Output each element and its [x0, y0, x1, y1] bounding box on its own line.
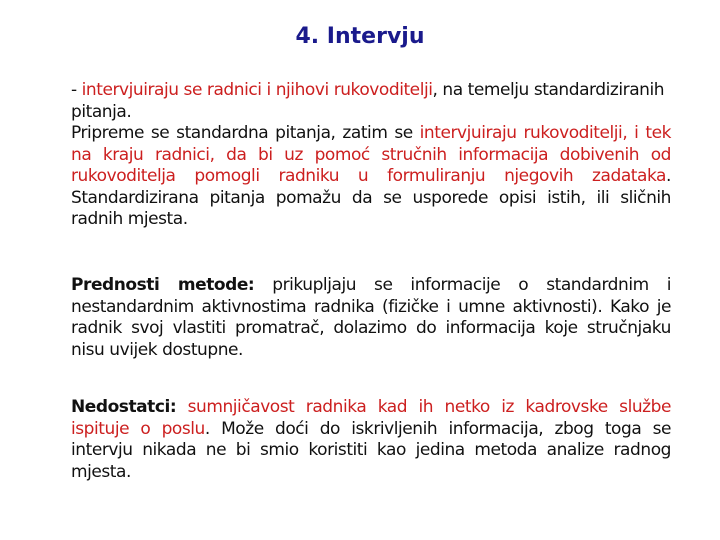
intro-dash: -	[71, 80, 82, 100]
page-title	[0, 24, 720, 49]
intro-section	[71, 80, 671, 231]
disadvantages-label: Nedostatci:	[71, 397, 177, 417]
advantages-section	[71, 275, 671, 361]
intro-line	[71, 80, 671, 123]
intro-rest: , na temelju standardiziranih pitanja.	[71, 80, 665, 122]
intro-p2-highlight: intervjuiraju rukovoditelji, i tek na kraju radnici, da bi uz pomoć stručnih informacija dobivenih od rukovoditelja pomogli radniku u formuliranju njegovih zadataka	[71, 123, 671, 186]
advantages-text: prikupljaju se informacije o standardnim i nestandardnim aktivnostima radnika (fizičke i umne aktivnosti). Kako je radnik svoj vlastiti promatrač, dolazimo do informacija koje stručnjaku nisu uvijek dostupne.	[71, 275, 671, 360]
intro-highlight: intervjuiraju se radnici i njihovi rukovoditelji	[81, 80, 433, 100]
disadvantages-paragraph	[71, 397, 671, 483]
disadvantages-highlight: sumnjičavost radnika kad ih netko iz kadrovske službe ispituje o poslu	[71, 397, 671, 439]
page-title-text: 4. Intervju	[295, 24, 425, 49]
disadvantages-text: . Može doći do iskrivljenih informacija, zbog toga se intervju nikada ne bi smio koristiti kao jedina metoda analize radnog mjesta.	[71, 418, 671, 482]
disadvantages-section	[71, 397, 671, 483]
advantages-paragraph	[71, 275, 671, 361]
intro-paragraph	[71, 123, 671, 231]
intro-p2-end: . Standardizirana pitanja pomažu da se usporede opisi istih, ili sličnih radnih mjesta.	[71, 166, 671, 229]
intro-p2-start: Pripreme se standardna pitanja, zatim se	[71, 123, 420, 143]
advantages-label: Prednosti metode:	[71, 275, 255, 295]
